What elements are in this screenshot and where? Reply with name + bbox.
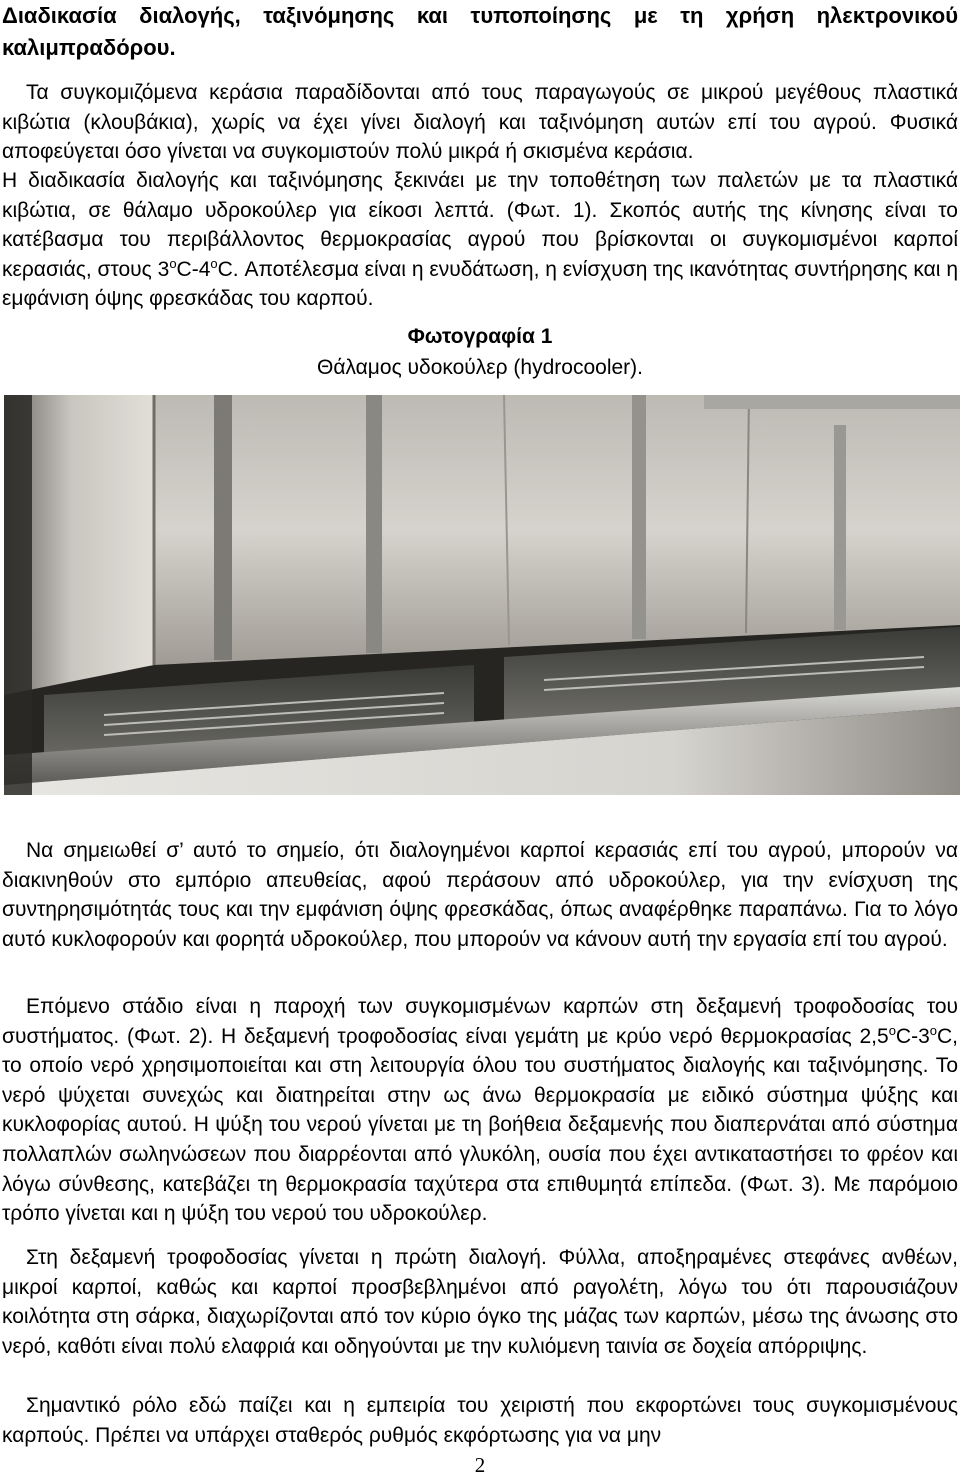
degree-mark: o [929,1022,937,1038]
intro-paragraph-1 [2,78,958,167]
intro-paragraph-2-text-b: C-4 [176,257,211,281]
page-number: 2 [474,1453,486,1477]
paragraph-feed-tank [2,992,958,1229]
paragraph-first-sorting-text: Στη δεξαμενή τροφοδοσίας γίνεται η πρώτη διαλογή. Φύλλα, αποξηραμένες στεφάνες ανθέων, μικροί καρποί, καθώς και καρποί προσβεβλημένοι από ραγολέτη, λόγω του ότι παρουσιάζουν κοιλότητα στη σάρκα, διαχωρίζονται από τον κύριο όγκο της μάζας των καρπών, μέσω της άνωσης στο νερό, καθότι είναι πολύ ελαφριά και οδηγούνται με την κυλιόμενη ταινία σε δοχεία απόρριψης. [2,1246,958,1358]
paragraph-operator-role [2,1391,958,1450]
intro-paragraph-1-text: Τα συγκομιζόμενα κεράσια παραδίδονται από τους παραγωγούς σε μικρού μεγέθους πλαστικά κιβώτια (κλουβάκια), χωρίς να έχει γίνει διαλογή και ταξινόμηση αυτών επί του αγρού. Φυσικά αποφεύγεται όσο γίνεται να συγκομιστούν πολύ μικρά ή σκισμένα κεράσια. [2,81,958,164]
degree-mark: o [169,255,177,271]
paragraph-feed-tank-text-a: Επόμενο στάδιο είναι η παροχή των συγκομισμένων καρπών στη δεξαμενή τροφοδοσίας του συστήματος. (Φωτ. 2). Η δεξαμενή τροφοδοσίας είναι γεμάτη με κρύο νερό θερμοκρασίας 2,5 [2,995,958,1048]
figure-title: Φωτογραφία 1 [407,325,553,348]
paragraph-feed-tank-text-b: C-3 [895,1024,930,1048]
intro-paragraph-2-text-c: C. Αποτέλεσμα είναι η ενυδάτωση, η ενίσχυση της ικανότητας συντήρησης και η εμφάνιση όψης φρεσκάδας του καρπού. [2,257,958,311]
paragraph-first-sorting [2,1243,958,1361]
hydrocooler-photo-drawing [4,395,960,795]
degree-mark: o [210,255,218,271]
degree-mark: o [888,1022,896,1038]
intro-paragraph-2 [2,166,958,314]
paragraph-operator-role-text: Σημαντικό ρόλο εδώ παίζει και η εμπειρία του χειριστή που εκφορτώνει τους συγκομισμένους καρπούς. Πρέπει να υπάρχει σταθερός ρυθμός εκφόρτωσης για να μην [2,1394,958,1447]
paragraph-hydrocooler-note [2,836,958,954]
figure-caption: Θάλαμος υδοκούλερ (hydrocooler). [317,356,643,379]
hydrocooler-photo [4,395,960,795]
section-heading: Διαδικασία διαλογής, ταξινόμησης και τυποποίησης με τη χρήση ηλεκτρονικού καλιμπραδόρου. [2,3,958,60]
intro-paragraph-2-text-a: Η διαδικασία διαλογής και ταξινόμησης ξεκινάει με την τοποθέτηση των παλετών με τα πλαστικά κιβώτια, σε θάλαμο υδροκούλερ για είκοσι λεπτά. (Φωτ. 1). Σκοπός αυτής της κίνησης είναι το κατέβασμα του περιβάλλοντος θερμοκρασίας αγρού που βρίσκονται οι συγκομισμένοι καρποί κερασιάς, στους 3 [2,169,958,281]
paragraph-feed-tank-text-c: C, το οποίο νερό χρησιμοποιείται και στη λειτουργία όλου του συστήματος διαλογής και ταξινόμησης. Το νερό ψύχεται συνεχώς και διατηρείται στην ως άνω θερμοκρασία με ειδικό σύστημα ψύξης και κυκλοφορίας αυτού. Η ψύξη του νερού γίνεται με τη βοήθεια δεξαμενής που διαπερνάται από σύστημα πολλαπλών σωληνώσεων που διαρρέονται από γλυκόλη, ουσία που έχει αντικαταστήσει το φρέον και λόγω σύνθεσης, κατεβάζει τη θερμοκρασία ταχύτερα στα επιθυμητά επίπεδα. (Φωτ. 3). Με παρόμοιο τρόπο γίνεται και η ψύξη του νερού του υδροκούλερ. [2,1024,958,1226]
paragraph-hydrocooler-note-text: Να σημειωθεί σ’ αυτό το σημείο, ότι διαλογημένοι καρποί κερασιάς επί του αγρού, μπορούν να διακινηθούν στο εμπόριο απευθείας, αφού περάσουν από υδροκούλερ, για την ενίσχυση της συντηρησιμότητάς τους και την εμφάνιση όψης φρεσκάδας, όπως αναφέρθηκε παραπάνω. Για το λόγο αυτό κυκλοφορούν και φορητά υδροκούλερ, που μπορούν να κάνουν αυτή την εργασία επί του αγρού. [2,839,958,951]
